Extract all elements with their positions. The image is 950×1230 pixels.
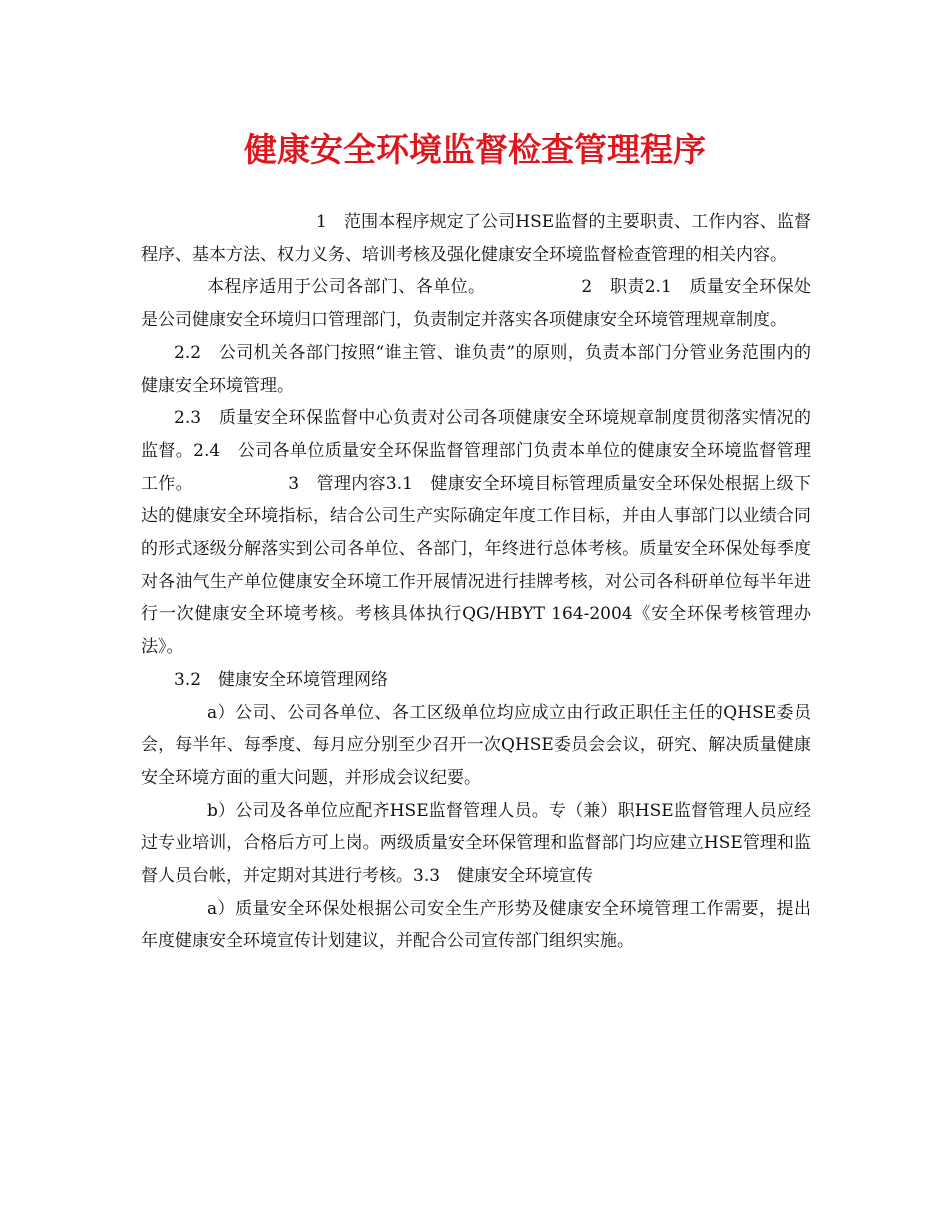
paragraph-2-2: 2.2 公司机关各部门按照“谁主管、谁负责”的原则，负责本部门分管业务范围内的健康安全环境管理。 xyxy=(141,342,811,396)
document-title: 健康安全环境监督检查管理程序 xyxy=(244,130,706,169)
paragraph-3-2-a: a）公司、公司各单位、各工区级单位均应成立由行政正职任主任的QHSE委员会，每半年、每季度、每月应分别至少召开一次QHSE委员会会议，研究、解决质量健康安全环境方面的重大问题，并形成会议纪要。 xyxy=(141,702,811,788)
document-body xyxy=(141,206,811,958)
paragraph-2-3-management: 2.3 质量安全环保监督中心负责对公司各项健康安全环境规章制度贯彻落实情况的监督。2.4 公司各单位质量安全环保监督管理部门负责本单位的健康安全环境监督管理工作。 3 管理内容3.1 健康安全环境目标管理质量安全环保处根据上级下达的健康安全环境指标，结合公司生产实际确定年度工作目标，并由人事部门以业绩合同的形式逐级分解落实到公司各单位、各部门，年终进行总体考核。质量安全环保处每季度对各油气生产单位健康安全环境工作开展情况进行挂牌考核，对公司各科研单位每半年进行一次健康安全环境考核。考核具体执行QG/HBYT 164-2004《安全环保考核管理办法》。 xyxy=(141,408,811,658)
paragraph-scope: 1 范围本程序规定了公司HSE监督的主要职责、工作内容、监督程序、基本方法、权力义务、培训考核及强化健康安全环境监督检查管理的相关内容。 xyxy=(141,212,811,265)
paragraph-3-2-heading: 3.2 健康安全环境管理网络 xyxy=(174,669,389,690)
paragraph-3-2-b: b）公司及各单位应配齐HSE监督管理人员。专（兼）职HSE监督管理人员应经过专业培训，合格后方可上岗。两级质量安全环保管理和监督部门均应建立HSE管理和监督人员台帐，并定期对其进行考核。3.3 健康安全环境宣传 xyxy=(141,800,811,887)
paragraph-3-3-a: a）质量安全环保处根据公司安全生产形势及健康安全环境管理工作需要，提出年度健康安全环境宣传计划建议，并配合公司宣传部门组织实施。 xyxy=(141,898,811,952)
paragraph-applicability-duties: 本程序适用于公司各部门、各单位。 2 职责2.1 质量安全环保处是公司健康安全环境归口管理部门，负责制定并落实各项健康安全环境管理规章制度。 xyxy=(141,277,811,331)
